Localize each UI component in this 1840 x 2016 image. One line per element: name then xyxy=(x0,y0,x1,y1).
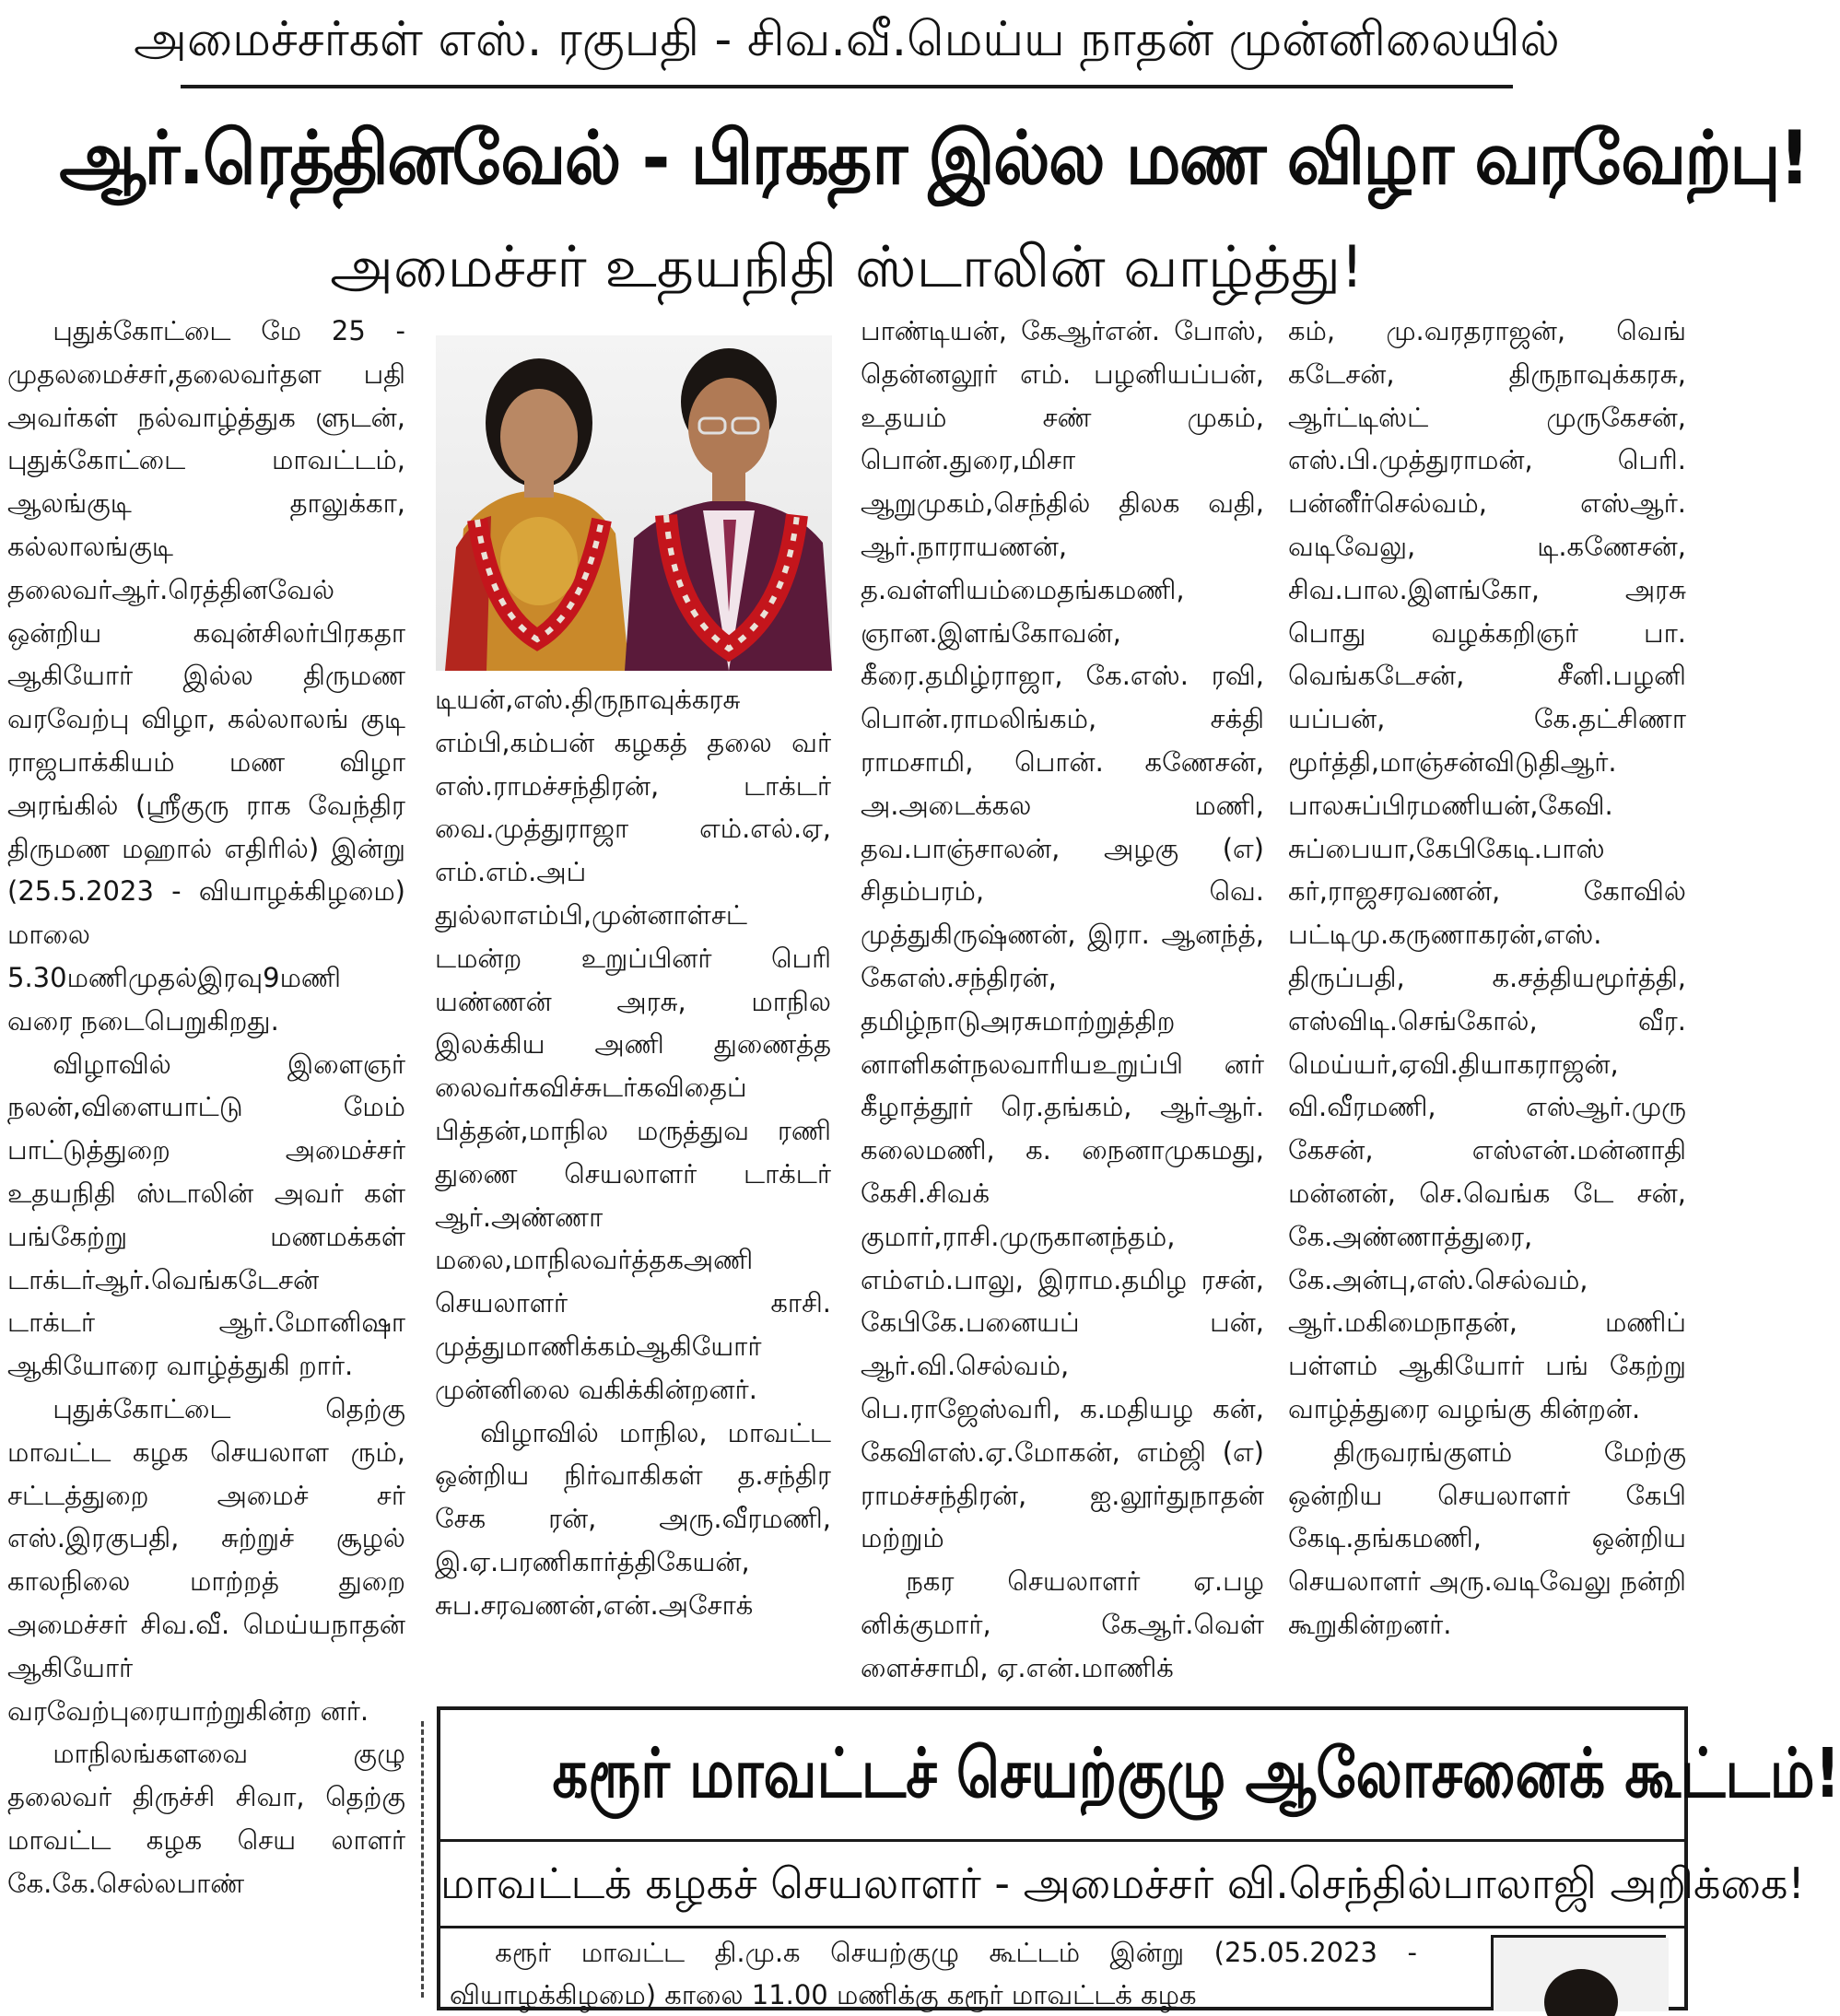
column-divider xyxy=(421,1721,424,1998)
box-subtitle: மாவட்டக் கழகச் செயலாளர் - அமைச்சர் வி.செந்தில்பாலாஜி அறிக்கை! xyxy=(440,1858,1805,1908)
col2-paragraph-1: டியன்,எஸ்.திருநாவுக்கரசு எம்பி,கம்பன் கழகத் தலை வர் எஸ்.ராமச்சந்திரன், டாக்டர் வை.முத்துராஜா எம்.எல்.ஏ, எம்.எம்.அப் துல்லாஎம்பி,முன்னாள்சட் டமன்ற உறுப்பினர் பெரி யண்ணன் அரசு, மாநில இலக்கிய அணி துணைத்த லைவர்கவிச்சுடர்கவிதைப் பித்தன்,மாநில மருத்துவ ரணி துணை செயலாளர் டாக்டர் ஆர்.அண்ணா மலை,மாநிலவர்த்தகஅணி செயலாளர் காசி. முத்துமாணிக்கம்ஆகியோர் முன்னிலை வகிக்கின்றனர். xyxy=(435,684,831,1405)
box-title: கரூர் மாவட்டச் செயற்குழு ஆலோசனைக் கூட்டம்! xyxy=(552,1734,1840,1813)
header-divider xyxy=(181,85,1513,88)
box-divider-2 xyxy=(440,1926,1684,1928)
article-column-2 xyxy=(435,678,831,1671)
col3-paragraph-1: பாண்டியன், கேஆர்என். போஸ், தென்னலூர் எம். பழனியப்பன், உதயம் சண் முகம், பொன்.துரை,மிசா ஆறுமுகம்,செந்தில் திலக வதி, ஆர்.நாராயணன், த.வள்ளியம்மைதங்கமணி, ஞான.இளங்கோவன், கீரை.தமிழ்ராஜா, கே.எஸ். ரவி, பொன்.ராமலிங்கம், சக்தி ராமசாமி, பொன். கணேசன், அ.அடைக்கல மணி, தவ.பாஞ்சாலன், அழகு (எ) சிதம்பரம், வெ. முத்துகிருஷ்ணன், இரா. ஆனந்த், கேஎஸ்.சந்திரன், தமிழ்நாடுஅரசுமாற்றுத்திற னாளிகள்நலவாரியஉறுப்பி னர் கீழாத்தூர் ரெ.தங்கம், ஆர்ஆர். கலைமணி, க. நைனாமுகமது, கேசி.சிவக் குமார்,ராசி.முருகானந்தம், எம்எம்.பாலு, இராம.தமிழ ரசன், கேபிகே.பனையப் பன், ஆர்.வி.செல்வம், பெ.ராஜேஸ்வரி, க.மதியழ கன், கேவிஎஸ்.ஏ.மோகன், எம்ஜி (எ) ராமச்சந்திரன், ஐ.லூர்துநாதன் மற்றும் xyxy=(861,315,1264,1554)
col1-paragraph-4: மாநிலங்களவை குழு தலைவர் திருச்சி சிவா, தெற்கு மாவட்ட கழக செய லாளர் கே.கே.செல்லபாண் xyxy=(7,1738,405,1899)
box-body xyxy=(450,1931,1417,2016)
col2-paragraph-2: விழாவில் மாநில, மாவட்ட ஒன்றிய நிர்வாகிகள் த.சந்திர சேக ரன், அரு.வீரமணி, இ.ஏ.பரணிகார்த்திகேயன், சுப.சரவணன்,என்.அசோக் xyxy=(435,1416,831,1621)
article-column-4 xyxy=(1288,310,1686,1671)
article-column-3 xyxy=(861,310,1264,1683)
header-top-line: அமைச்சர்கள் எஸ். ரகுபதி - சிவ.வீ.மெய்ய நாதன் முன்னிலையில் xyxy=(134,12,1560,67)
box-body-text: கரூர் மாவட்ட தி.மு.க செயற்குழு கூட்டம் இன்று (25.05.2023 - வியாழக்கிழமை) காலை 11.00 மணிக்கு கரூர் மாவட்டக் கழக xyxy=(450,1937,1417,2010)
portrait-photo xyxy=(1491,1935,1666,2009)
article-column-1 xyxy=(7,310,405,1999)
col3-paragraph-2: நகர செயலாளர் ஏ.பழ னிக்குமார், கேஆர்.வெள் ளைச்சாமி, ஏ.என்.மாணிக் xyxy=(861,1565,1264,1683)
box-divider xyxy=(440,1839,1684,1842)
couple-photo xyxy=(436,335,832,671)
col1-paragraph-3: புதுக்கோட்டை தெற்கு மாவட்ட கழக செயலாள ரும், சட்டத்துறை அமைச் சர் எஸ்.இரகுபதி, சுற்றுச் சூழல் காலநிலை மாற்றத் துறை அமைச்சர் சிவ.வீ. மெய்யநாதன் ஆகியோர் வரவேற்புரையாற்றுகின்ற னர். xyxy=(7,1392,405,1727)
karur-meeting-box xyxy=(437,1706,1840,2010)
headline: ஆர்.ரெத்தினவேல் - பிரகதா இல்ல மண விழா வரவேற்பு! xyxy=(59,115,1809,201)
col4-paragraph-1: கம், மு.வரதராஜன், வெங் கடேசன், திருநாவுக்கரசு, ஆர்ட்டிஸ்ட் முருகேசன், எஸ்.பி.முத்துராமன், பெரி. பன்னீர்செல்வம், எஸ்ஆர். வடிவேலு, டி.கணேசன், சிவ.பால.இளங்கோ, அரசு பொது வழக்கறிஞர் பா. வெங்கடேசன், சீனி.பழனி யப்பன், கே.தட்சிணா மூர்த்தி,மாஞ்சன்விடுதிஆர். பாலசுப்பிரமணியன்,கேவி. சுப்பையா,கேபிகேடி.பாஸ் கர்,ராஜசரவணன், கோவில் பட்டிமு.கருணாகரன்,எஸ். திருப்பதி, க.சத்தியமூர்த்தி, எஸ்விடி.செங்கோல், வீர. மெய்யர்,ஏவி.தியாகராஜன், வி.வீரமணி, எஸ்ஆர்.முரு கேசன், எஸ்என்.மன்னாதி மன்னன், செ.வெங்க டே சன், கே.அண்ணாத்துரை, கே.அன்பு,எஸ்.செல்வம், ஆர்.மகிமைநாதன், மணிப் பள்ளம் ஆகியோர் பங் கேற்று வாழ்த்துரை வழங்கு கின்றன். xyxy=(1288,315,1686,1424)
col1-paragraph-2: விழாவில் இளைஞர் நலன்,விளையாட்டு மேம் பாட்டுத்துறை அமைச்சர் உதயநிதி ஸ்டாலின் அவர் கள் பங்கேற்று மணமக்கள் டாக்டர்ஆர்.வெங்கடேசன் டாக்டர் ஆர்.மோனிஷா ஆகியோரை வாழ்த்துகி றார். xyxy=(7,1048,405,1382)
subheadline: அமைச்சர் உதயநிதி ஸ்டாலின் வாழ்த்து! xyxy=(330,233,1364,300)
col4-paragraph-2: திருவரங்குளம் மேற்கு ஒன்றிய செயலாளர் கேபி கேடி.தங்கமணி, ஒன்றிய செயலாளர் அரு.வடிவேலு நன்றி கூறுகின்றனர். xyxy=(1288,1436,1686,1640)
col1-paragraph-1: புதுக்கோட்டை மே 25 - முதலமைச்சர்,தலைவர்தள பதி அவர்கள் நல்வாழ்த்துக ளுடன், புதுக்கோட்டை மாவட்டம், ஆலங்குடி தாலுக்கா, கல்லாலங்குடி தலைவர்ஆர்.ரெத்தினவேல் ஒன்றிய கவுன்சிலர்பிரகதா ஆகியோர் இல்ல திருமண வரவேற்பு விழா, கல்லாலங் குடி ராஜபாக்கியம் மண விழா அரங்கில் (ஸ்ரீகுரு ராக வேந்திர திருமண மஹால் எதிரில்) இன்று (25.5.2023 - வியாழக்கிழமை) மாலை 5.30மணிமுதல்இரவு9மணி வரை நடைபெறுகிறது. xyxy=(7,315,405,1037)
